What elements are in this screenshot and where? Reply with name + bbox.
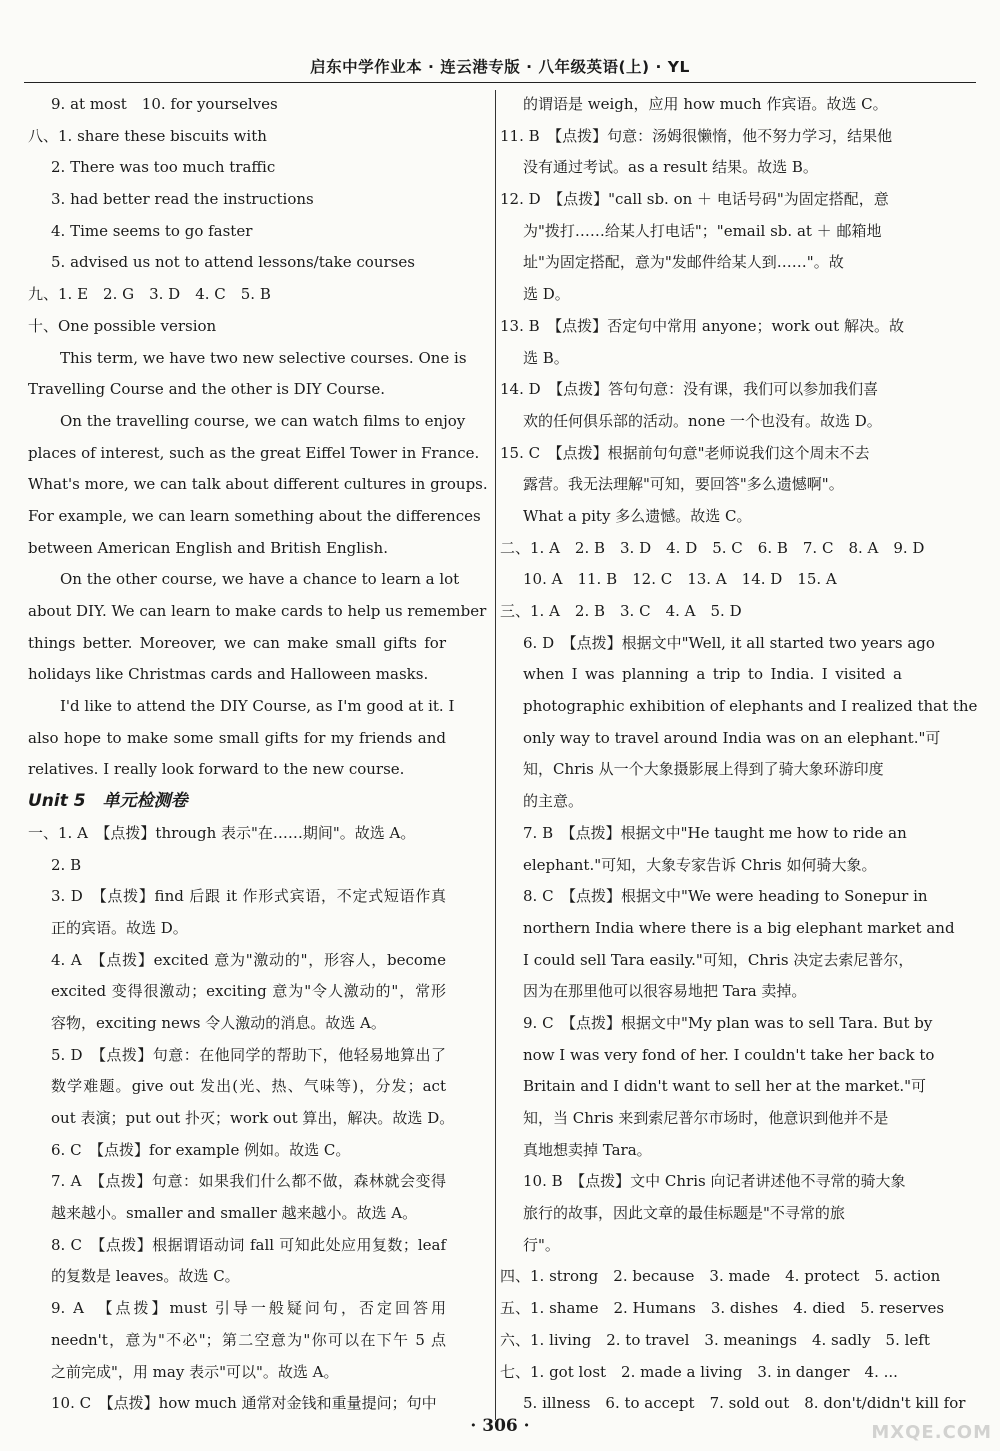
text-line: 选 D。 [523,285,570,304]
text-line: 八、1. share these biscuits with [28,126,267,145]
text-line: 没有通过考试。as a result 结果。故选 B。 [523,158,818,177]
text-line: 8. C 【点拨】根据谓语动词 fall 可知此处应用复数；leaf [51,1235,446,1254]
text-line: relatives. I really look forward to the new course. [28,760,405,779]
text-line: 越来越小。smaller and smaller 越来越小。故选 A。 [51,1204,418,1223]
text-line: 13. B 【点拨】否定句中常用 anyone；work out 解决。故 [500,316,904,335]
text-line: 正的宾语。故选 D。 [51,918,188,937]
text-line: 十、One possible version [28,316,217,335]
right-column [500,89,978,1420]
text-line: photographic exhibition of elephants and I realized that the [523,697,978,716]
text-line: 为"拨打……给某人打电话"；"email sb. at ＋ 邮箱地 [523,221,882,240]
page-header [24,52,976,83]
text-line: only way to travel around India was on an elephant."可 [523,728,941,747]
text-line: 15. C 【点拨】根据前句句意"老师说我们这个周末不去 [500,443,870,462]
text-line: 真地想卖掉 Tara。 [523,1140,652,1159]
text-line: 之前完成"，用 may 表示"可以"。故选 A。 [51,1362,339,1381]
text-line: 知，当 Chris 来到索尼普尔市场时，他意识到他并不是 [523,1109,889,1127]
text-line: 10. C 【点拨】how much 通常对金钱和重量提问；句中 [51,1394,437,1413]
text-line: Britain and I didn't want to sell her at the market."可 [523,1077,926,1096]
text-line: 五、1. shame 2. Humans 3. dishes 4. died 5. reserves [500,1299,945,1318]
text-line: 二、1. A 2. B 3. D 4. D 5. C 6. B 7. C 8. A 9. D [500,538,925,557]
text-line: between American English and British English. [28,538,388,557]
text-line: 9. C 【点拨】根据文中"My plan was to sell Tara. But by [523,1013,933,1032]
text-line: I'd like to attend the DIY Course, as I'm good at it. I [60,697,455,716]
text-line: 址"为固定搭配，意为"发邮件给某人到……"。故 [523,253,844,272]
text-line: 12. D 【点拨】"call sb. on ＋ 电话号码"为固定搭配，意 [500,190,889,209]
text-line: when I was planning a trip to India. I visited a [523,665,902,684]
left-column [28,89,488,1420]
text-line: elephant."可知，大象专家告诉 Chris 如何骑大象。 [523,855,877,874]
text-line: 欢的任何俱乐部的活动。none 一个也没有。故选 D。 [523,411,882,430]
text-line: now I was very fond of her. I couldn't take her back to [523,1045,935,1064]
unit-heading: Unit 5 单元检测卷 [28,791,188,812]
text-line: 数学难题。give out 发出(光、热、气味等)，分发；act [51,1077,446,1096]
text-line: 2. B [51,855,82,874]
text-line: 9. A 【点拨】must 引导一般疑问句，否定回答用 [51,1299,446,1318]
text-line: 七、1. got lost 2. made a living 3. in danger 4. ... [500,1362,898,1381]
text-line: 8. C 【点拨】根据文中"We were heading to Sonepur in [523,887,928,906]
column-divider [495,90,496,1420]
text-line: 的谓语是 weigh，应用 how much 作宾语。故选 C。 [523,95,888,113]
text-line: 4. A 【点拨】excited 意为"激动的"，形容人，become [51,950,446,969]
text-line: northern India where there is a big elephant market and [523,918,955,937]
text-line: 六、1. living 2. to travel 3. meanings 4. sadly 5. left [500,1330,930,1349]
text-line: also hope to make some small gifts for my friends and [28,728,446,747]
text-line: 5. illness 6. to accept 7. sold out 8. don't/didn't kill for [523,1394,966,1413]
text-line: On the travelling course, we can watch films to enjoy [60,411,466,430]
text-line: out 表演；put out 扑灭；work out 算出，解决。故选 D。 [51,1109,455,1127]
text-line: What a pity 多么遗憾。故选 C。 [523,506,752,525]
text-line: 选 B。 [523,348,569,367]
text-line: 四、1. strong 2. because 3. made 4. protect 5. action [500,1267,941,1286]
text-line: 11. B 【点拨】句意：汤姆很懒惰，他不努力学习，结果他 [500,126,893,145]
text-line: 3. D 【点拨】find 后跟 it 作形式宾语，不定式短语作真 [51,887,446,906]
text-line: 4. Time seems to go faster [51,221,253,240]
text-line: 10. B 【点拨】文中 Chris 向记者讲述他不寻常的骑大象 [523,1172,906,1191]
text-line: For example, we can learn something about the differences [28,506,481,525]
text-line: 2. There was too much traffic [51,158,276,177]
text-line: 5. advised us not to attend lessons/take courses [51,253,415,272]
text-line: Travelling Course and the other is DIY Course. [28,380,385,399]
text-line: 7. A 【点拨】句意：如果我们什么都不做，森林就会变得 [51,1172,446,1191]
text-line: 旅行的故事，因此文章的最佳标题是"不寻常的旅 [523,1204,845,1223]
watermark-text: MXQE.COM [871,1422,992,1443]
text-line: This term, we have two new selective courses. One is [60,348,467,367]
text-line: 九、1. E 2. G 3. D 4. C 5. B [28,285,271,304]
text-line: about DIY. We can learn to make cards to help us remember [28,602,487,620]
text-line: 的主意。 [523,792,584,811]
header-title: 启东中学作业本 · 连云港专版 · 八年级英语(上) · YL [310,58,690,76]
text-line: 三、1. A 2. B 3. C 4. A 5. D [500,602,742,620]
text-line: 因为在那里他可以很容易地把 Tara 卖掉。 [523,982,807,1001]
watermark-logo [862,1383,992,1443]
text-line: 5. D 【点拨】句意：在他同学的帮助下，他轻易地算出了 [51,1045,446,1064]
text-line: 容物，exciting news 令人激动的消息。故选 A。 [51,1013,386,1032]
text-line: 6. C 【点拨】for example 例如。故选 C。 [51,1140,351,1159]
text-line: 知，Chris 从一个大象摄影展上得到了骑大象环游印度 [523,760,884,779]
text-line: 9. at most 10. for yourselves [51,95,278,113]
text-line: What's more, we can talk about different cultures in groups. [28,475,488,494]
text-line: 14. D 【点拨】答句句意：没有课，我们可以参加我们喜 [500,380,879,399]
text-line: holidays like Christmas cards and Halloween masks. [28,665,429,684]
text-line: 7. B 【点拨】根据文中"He taught me how to ride an [523,823,907,842]
text-line: 6. D 【点拨】根据文中"Well, it all started two years ago [523,633,935,652]
text-line: 的复数是 leaves。故选 C。 [51,1267,240,1286]
text-line: 行"。 [523,1235,560,1254]
page-number: · 306 · [470,1416,530,1436]
text-line: things better. Moreover, we can make small gifts for [28,633,446,652]
text-line: 一、1. A 【点拨】through 表示"在……期间"。故选 A。 [28,823,416,842]
text-line: excited 变得很激动；exciting 意为"令人激动的"，常形 [51,982,446,1001]
text-line: 3. had better read the instructions [51,190,314,209]
text-line: I could sell Tara easily."可知，Chris 决定去索尼普尔， [523,950,914,969]
text-line: needn't，意为"不必"；第二空意为"你可以在下午 5 点 [51,1330,446,1349]
text-line: On the other course, we have a chance to learn a lot [60,570,460,589]
text-line: 10. A 11. B 12. C 13. A 14. D 15. A [523,570,837,589]
text-line: 露营。我无法理解"可知，要回答"多么遗憾啊"。 [523,475,844,494]
text-line: places of interest, such as the great Eiffel Tower in France. [28,443,480,462]
